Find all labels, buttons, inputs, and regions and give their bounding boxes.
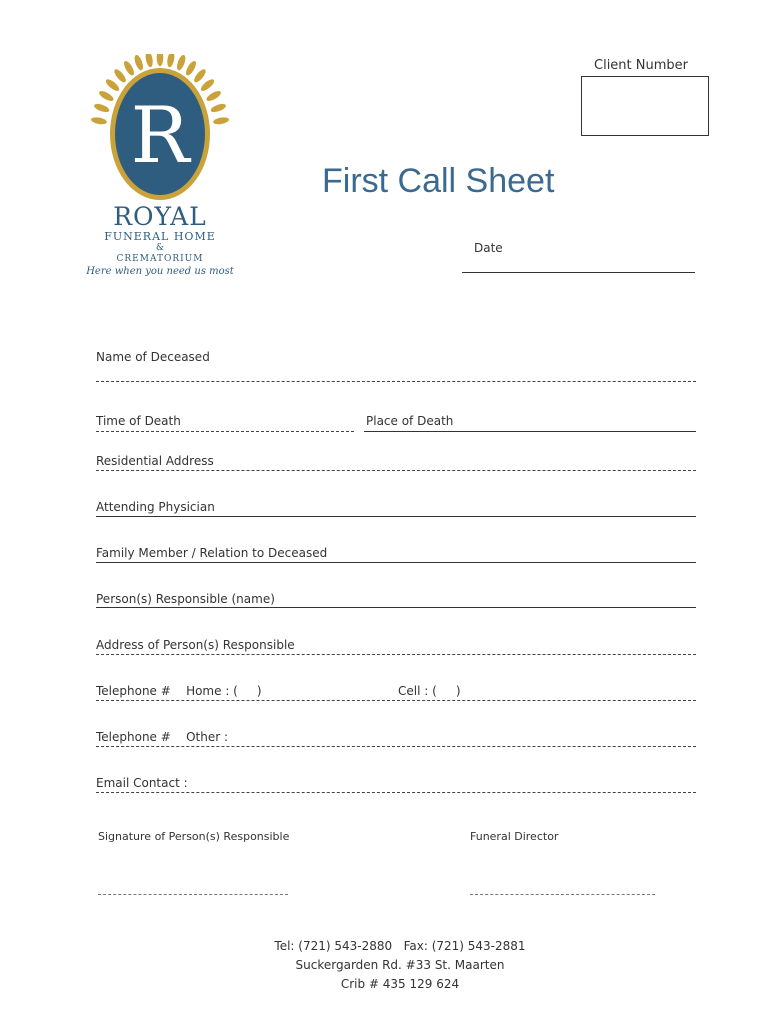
laurel-leaf	[184, 60, 198, 77]
laurel-leaf	[104, 78, 120, 93]
client-number-box[interactable]	[581, 76, 709, 136]
signature-label: Signature of Person(s) Responsible	[98, 830, 290, 843]
laurel-leaf	[157, 54, 163, 66]
logo-ampersand: &	[155, 243, 164, 253]
footer-crib: Crib # 435 129 624	[340, 977, 460, 991]
laurel-leaf	[199, 78, 215, 93]
laurel-leaf	[113, 68, 128, 84]
attending-physician-field[interactable]	[96, 516, 696, 517]
logo-letter: R	[130, 91, 190, 181]
logo-line1: FUNERAL HOME	[104, 230, 216, 243]
date-label: Date	[474, 241, 503, 255]
time-of-death-field[interactable]	[96, 431, 354, 432]
place-of-death-field[interactable]	[364, 431, 696, 432]
footer-contact: Tel: (721) 543-2880 Fax: (721) 543-2881	[274, 939, 526, 953]
date-field[interactable]	[462, 272, 695, 273]
laurel-leaf	[210, 102, 227, 113]
logo-tagline: Here when you need us most	[86, 266, 234, 277]
laurel-leaf	[145, 54, 154, 68]
footer-address: Suckergarden Rd. #33 St. Maarten	[295, 958, 505, 972]
laurel-leaf	[205, 89, 222, 103]
funeral-director-label: Funeral Director	[470, 830, 559, 843]
telephone-home-label: Telephone # Home : ( )	[96, 684, 262, 698]
family-member-label: Family Member / Relation to Deceased	[96, 546, 328, 560]
laurel-leaf	[93, 102, 110, 113]
address-persons-responsible-field[interactable]	[96, 654, 696, 655]
telephone-other-field[interactable]	[96, 746, 696, 747]
laurel-leaf	[98, 89, 115, 103]
logo-name: ROYAL	[113, 202, 207, 231]
family-member-field[interactable]	[96, 562, 696, 563]
residential-address-field[interactable]	[96, 470, 696, 471]
page-title: First Call Sheet	[322, 162, 555, 200]
persons-responsible-field[interactable]	[96, 607, 696, 608]
telephone-home-field[interactable]	[96, 700, 696, 701]
name-of-deceased-field[interactable]	[96, 381, 696, 382]
residential-address-label: Residential Address	[96, 454, 214, 468]
laurel-leaf	[213, 116, 230, 125]
place-of-death-label: Place of Death	[366, 414, 454, 428]
funeral-director-field[interactable]	[470, 894, 655, 895]
cell-label: Cell : ( )	[398, 684, 461, 698]
email-contact-field[interactable]	[96, 792, 696, 793]
laurel-leaf	[166, 54, 175, 68]
laurel-leaf	[133, 54, 144, 71]
email-contact-label: Email Contact :	[96, 776, 188, 790]
time-of-death-label: Time of Death	[96, 414, 181, 428]
attending-physician-label: Attending Physician	[96, 500, 215, 514]
signature-field[interactable]	[98, 894, 288, 895]
laurel-leaf	[122, 60, 136, 77]
laurel-leaf	[90, 116, 107, 125]
persons-responsible-label: Person(s) Responsible (name)	[96, 592, 275, 606]
laurel-leaf	[192, 68, 207, 84]
footer	[0, 937, 770, 994]
client-number-label: Client Number	[594, 58, 688, 73]
telephone-other-label: Telephone # Other :	[96, 730, 228, 744]
name-of-deceased-label: Name of Deceased	[96, 350, 210, 364]
address-persons-responsible-label: Address of Person(s) Responsible	[96, 638, 295, 652]
laurel-leaf	[175, 54, 186, 71]
logo-line2: CREMATORIUM	[116, 254, 204, 264]
